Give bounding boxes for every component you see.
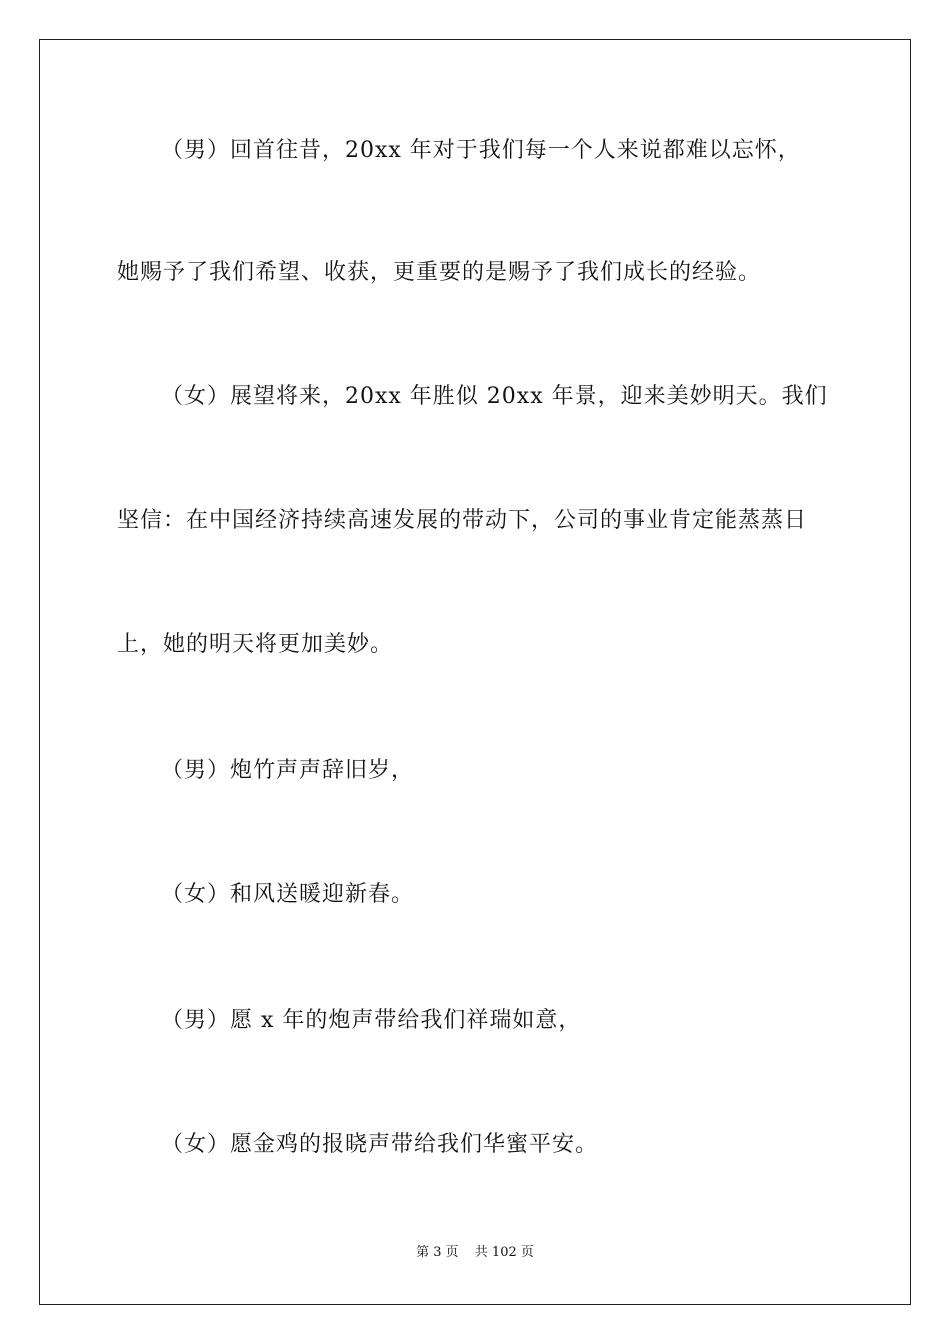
paragraph-line-6: （男）炮竹声声辞旧岁， [161,758,415,783]
paragraph-line-8: （男）愿 x 年的炮声带给我们祥瑞如意， [161,1008,582,1033]
page-footer [0,1244,950,1262]
paragraph-line-3: （女）展望将来，20xx 年胜似 20xx 年景，迎来美妙明天。我们 [161,384,828,409]
paragraph-line-2: 她赐予了我们希望、收获，更重要的是赐予了我们成长的经验。 [117,260,762,285]
paragraph-line-9: （女）愿金鸡的报晓声带给我们华蜜平安。 [161,1132,599,1157]
page-number: 第 3 页 [416,1245,459,1260]
paragraph-line-1: （男）回首往昔，20xx 年对于我们每一个人来说都难以忘怀， [161,138,801,163]
paragraph-line-7: （女）和风送暖迎新春。 [161,882,415,907]
page-border [39,39,911,1305]
paragraph-line-4: 坚信：在中国经济持续高速发展的带动下，公司的事业肯定能蒸蒸日 [117,508,808,533]
page-total: 共 102 页 [474,1245,534,1260]
paragraph-line-5: 上，她的明天将更加美妙。 [117,632,394,657]
